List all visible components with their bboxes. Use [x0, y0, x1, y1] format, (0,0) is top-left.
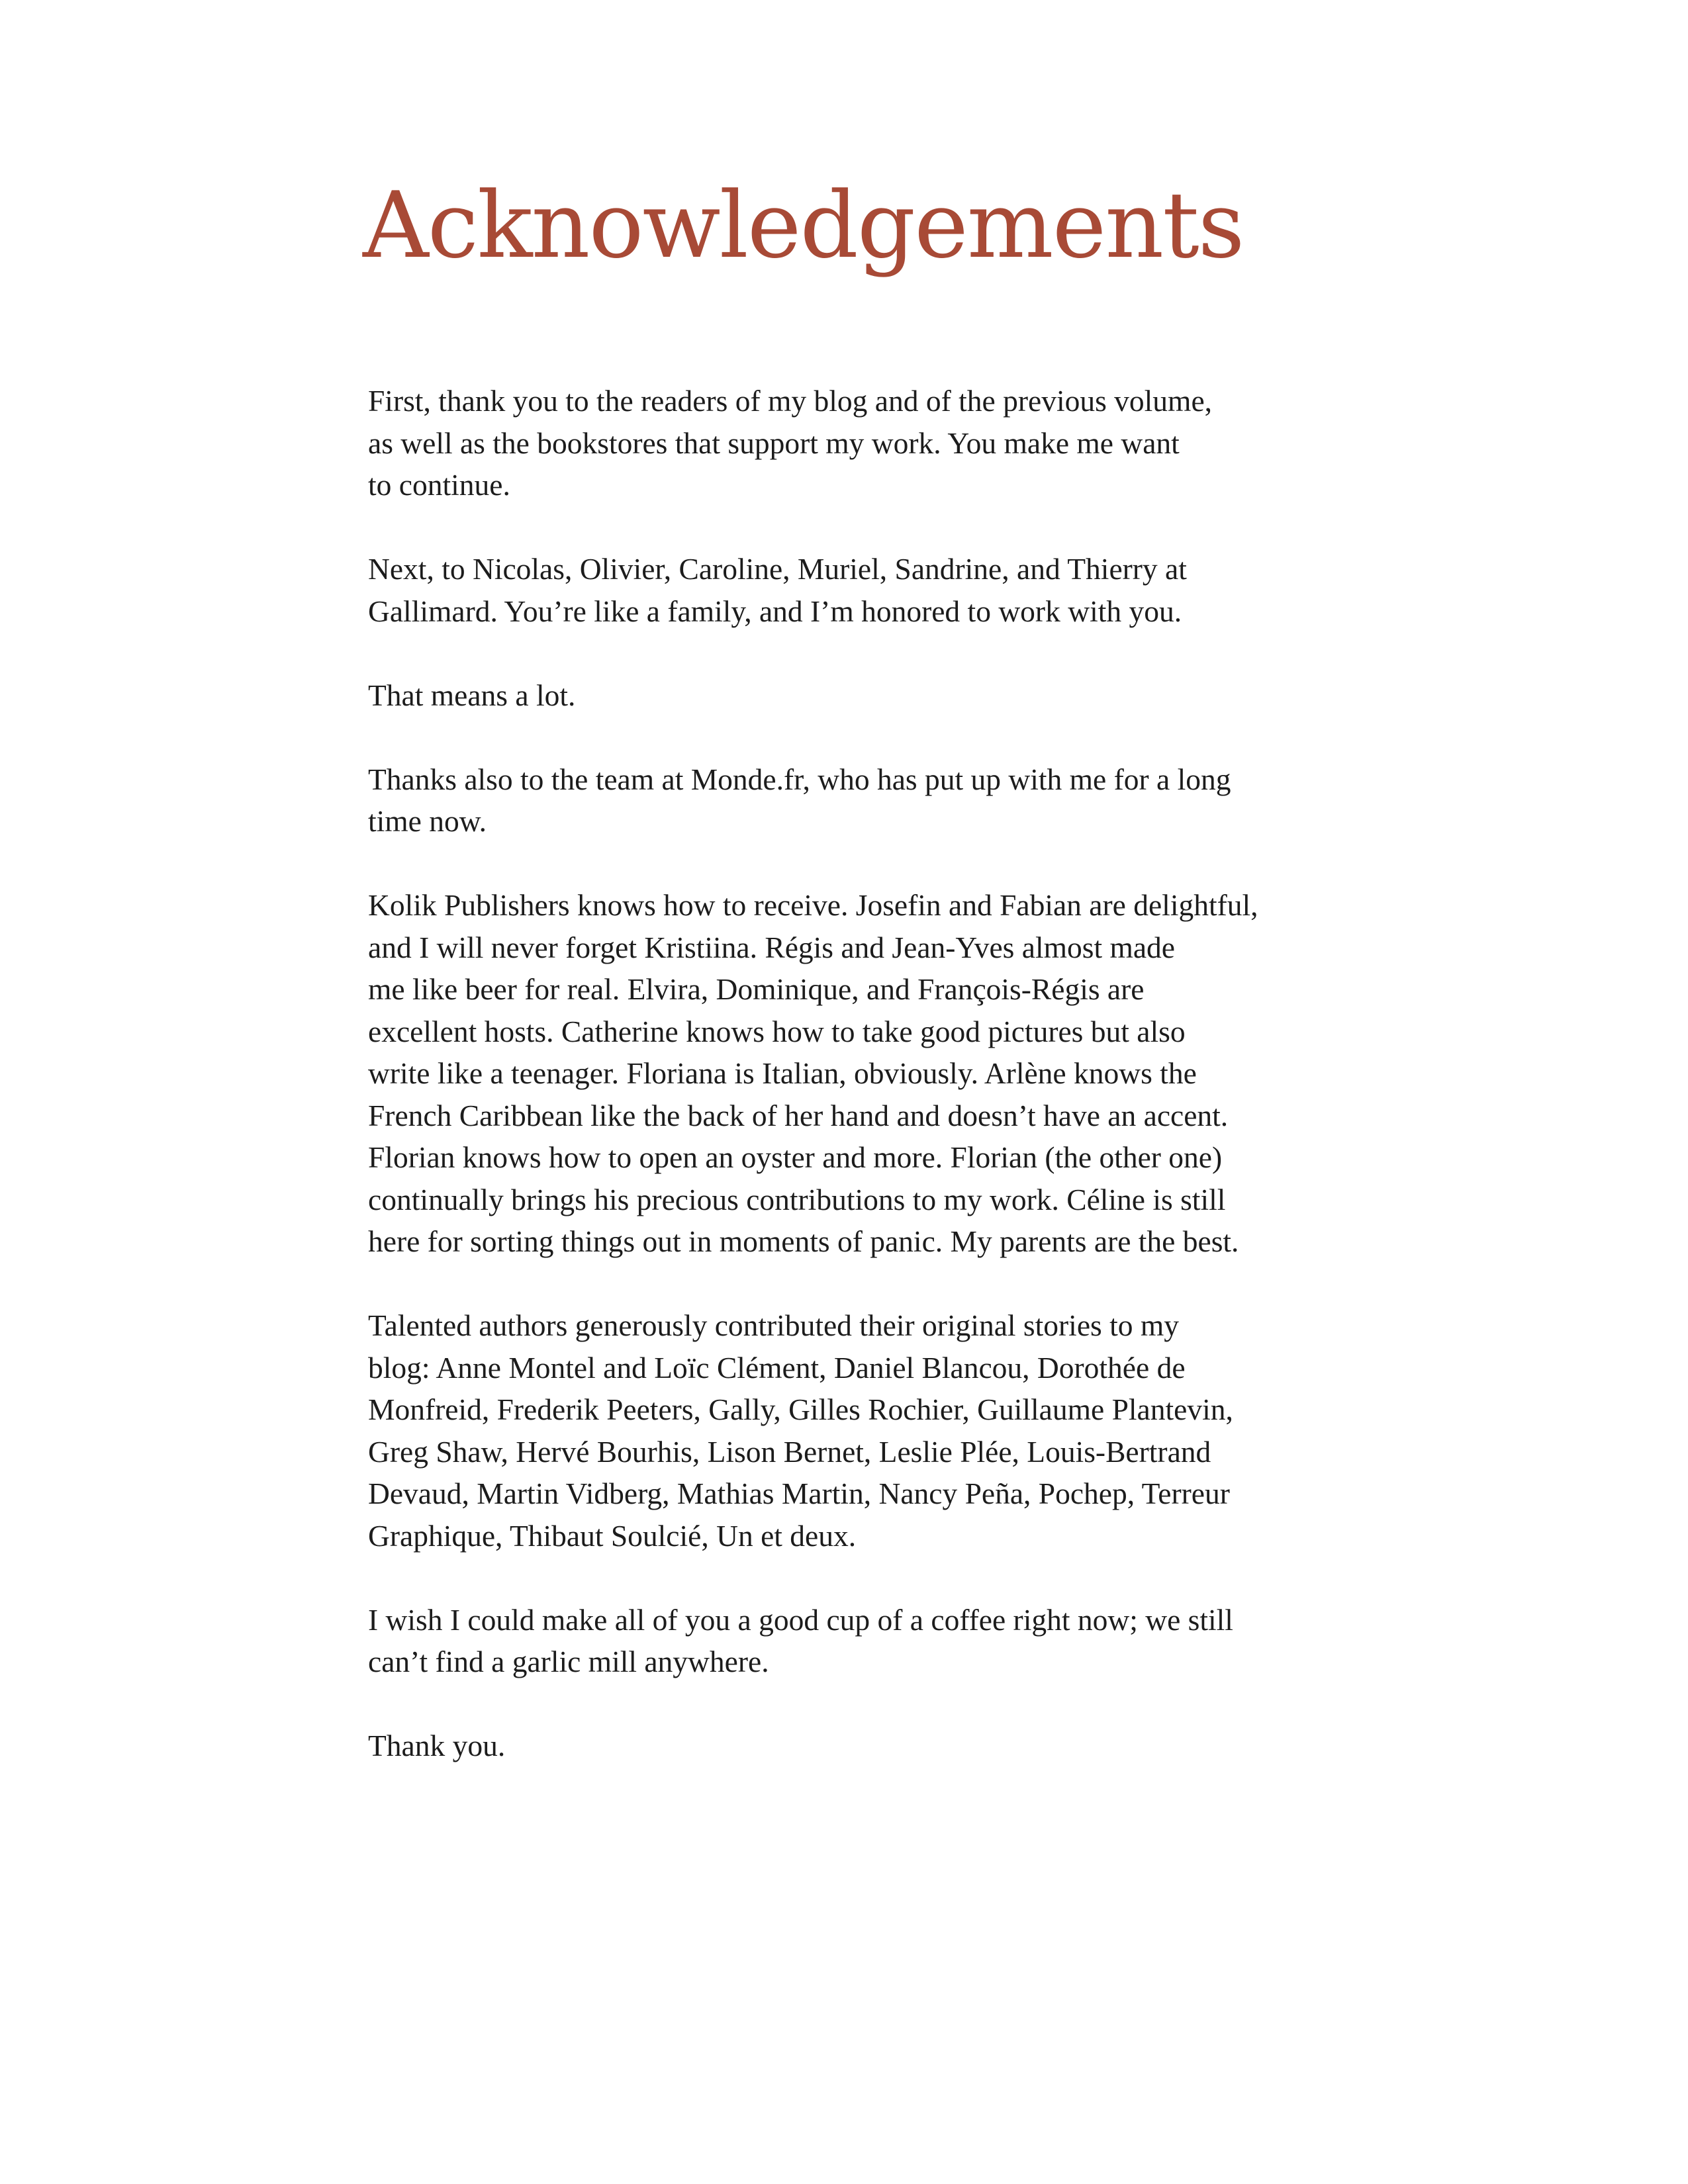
text-line: First, thank you to the readers of my blog and of the previous volume,	[368, 384, 1213, 418]
text-line: Devaud, Martin Vidberg, Mathias Martin, Nancy Peña, Pochep, Terreur	[368, 1477, 1230, 1510]
text-line: Monfreid, Frederik Peeters, Gally, Gilles Rochier, Guillaume Plantevin,	[368, 1392, 1233, 1426]
text-line: Talented authors generously contributed their original stories to my	[368, 1308, 1180, 1342]
text-line: time now.	[368, 804, 487, 838]
text-line: Thanks also to the team at Monde.fr, who has put up with me for a long	[368, 762, 1231, 796]
text-line: Kolik Publishers knows how to receive. Josefin and Fabian are delightful,	[368, 888, 1258, 922]
text-line: Florian knows how to open an oyster and more. Florian (the other one)	[368, 1140, 1223, 1174]
text-line: Graphique, Thibaut Soulcié, Un et deux.	[368, 1518, 857, 1553]
paragraph	[368, 380, 1335, 506]
text-line: excellent hosts. Catherine knows how to take good pictures but also	[368, 1014, 1186, 1048]
text-line: blog: Anne Montel and Loïc Clément, Daniel Blancou, Dorothée de	[368, 1350, 1186, 1385]
paragraph	[368, 1304, 1335, 1557]
paragraph	[368, 1725, 1335, 1767]
text-line: and I will never forget Kristiina. Régis and Jean-Yves almost made	[368, 930, 1175, 964]
text-line: me like beer for real. Elvira, Dominique, and François-Régis are	[368, 972, 1145, 1006]
text-line: to continue.	[368, 468, 510, 502]
text-line: continually brings his precious contributions to my work. Céline is still	[368, 1182, 1226, 1216]
text-line: That means a lot.	[368, 678, 576, 712]
paragraph	[368, 674, 1335, 717]
paragraph	[368, 1599, 1335, 1683]
text-line: Next, to Nicolas, Olivier, Caroline, Muriel, Sandrine, and Thierry at	[368, 552, 1187, 586]
text-line: Gallimard. You’re like a family, and I’m honored to work with you.	[368, 594, 1182, 628]
text-line: Thank you.	[368, 1729, 506, 1762]
text-line: I wish I could make all of you a good cup of a coffee right now; we still	[368, 1602, 1233, 1637]
text-line: as well as the bookstores that support my work. You make me want	[368, 426, 1180, 460]
text-line: can’t find a garlic mill anywhere.	[368, 1645, 769, 1678]
text-line: write like a teenager. Floriana is Italian, obviously. Arlène knows the	[368, 1056, 1197, 1090]
paragraph	[368, 758, 1335, 842]
text-line: here for sorting things out in moments of panic. My parents are the best.	[368, 1224, 1239, 1258]
paragraph	[368, 884, 1335, 1263]
text-line: Greg Shaw, Hervé Bourhis, Lison Bernet, Leslie Plée, Louis-Bertrand	[368, 1434, 1211, 1469]
acknowledgements-body	[368, 380, 1335, 1809]
page-title: Acknowledgements	[363, 172, 1244, 279]
paragraph	[368, 548, 1335, 632]
text-line: French Caribbean like the back of her hand and doesn’t have an accent.	[368, 1098, 1229, 1132]
